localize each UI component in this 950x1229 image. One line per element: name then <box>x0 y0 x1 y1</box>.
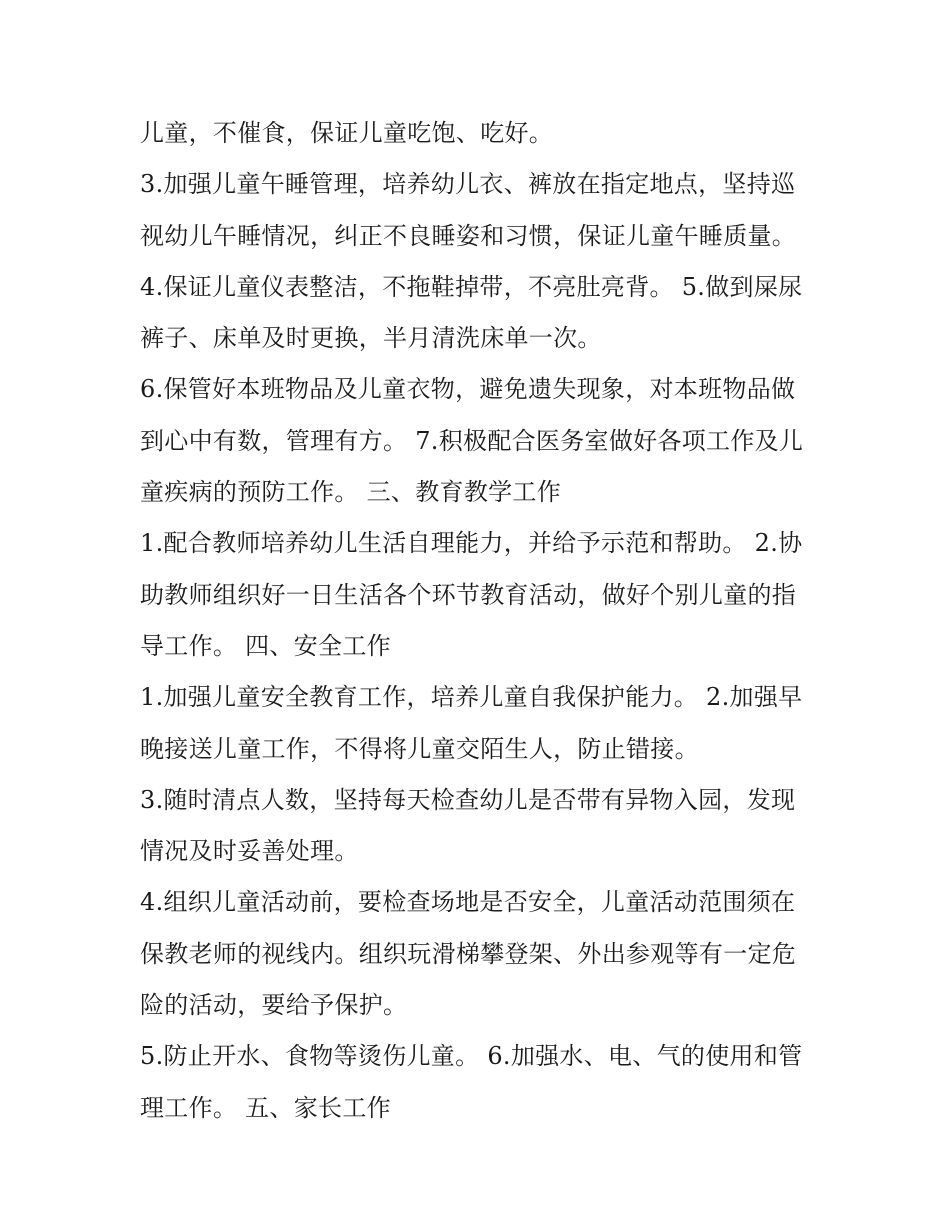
text-line: 晚接送儿童工作，不得将儿童交陌生人，防止错接。 <box>140 734 699 763</box>
text-line: 5.防止开水、食物等烫伤儿童。 6.加强水、电、气的使用和管 <box>140 1042 803 1071</box>
text-line: 保教老师的视线内。组织玩滑梯攀登架、外出参观等有一定危 <box>140 939 797 968</box>
text-line: 童疾病的预防工作。 三、教育教学工作 <box>140 478 562 507</box>
text-line: 险的活动，要给予保护。 <box>140 991 408 1020</box>
text-line: 4.保证儿童仪表整洁，不拖鞋掉带，不亮肚亮背。 5.做到屎尿 <box>140 272 803 301</box>
text-line: 3.加强儿童午睡管理，培养幼儿衣、裤放在指定地点，坚持巡 <box>140 170 796 199</box>
text-line: 情况及时妥善处理。 <box>140 837 359 866</box>
text-line: 3.随时清点人数，坚持每天检查幼儿是否带有异物入园，发现 <box>140 785 796 814</box>
text-line: 6.保管好本班物品及儿童衣物，避免遗失现象，对本班物品做 <box>140 375 796 404</box>
text-line: 裤子、床单及时更换，半月清洗床单一次。 <box>140 324 602 353</box>
text-line: 理工作。 五、家长工作 <box>140 1093 391 1122</box>
text-line: 4.组织儿童活动前，要检查场地是否安全，儿童活动范围须在 <box>140 888 796 917</box>
text-line: 到心中有数，管理有方。 7.积极配合医务室做好各项工作及儿 <box>140 426 804 455</box>
body-text <box>140 108 830 1134</box>
text-line: 1.加强儿童安全教育工作，培养儿童自我保护能力。 2.加强早 <box>140 683 803 712</box>
text-line: 导工作。 四、安全工作 <box>140 631 391 660</box>
text-line: 儿童，不催食，保证儿童吃饱、吃好。 <box>140 119 554 147</box>
text-line: 1.配合教师培养幼儿生活自理能力，并给予示范和帮助。 2.协 <box>140 529 803 558</box>
text-line: 助教师组织好一日生活各个环节教育活动，做好个别儿童的指 <box>140 580 797 609</box>
text-line: 视幼儿午睡情况，纠正不良睡姿和习惯，保证儿童午睡质量。 <box>140 221 797 250</box>
